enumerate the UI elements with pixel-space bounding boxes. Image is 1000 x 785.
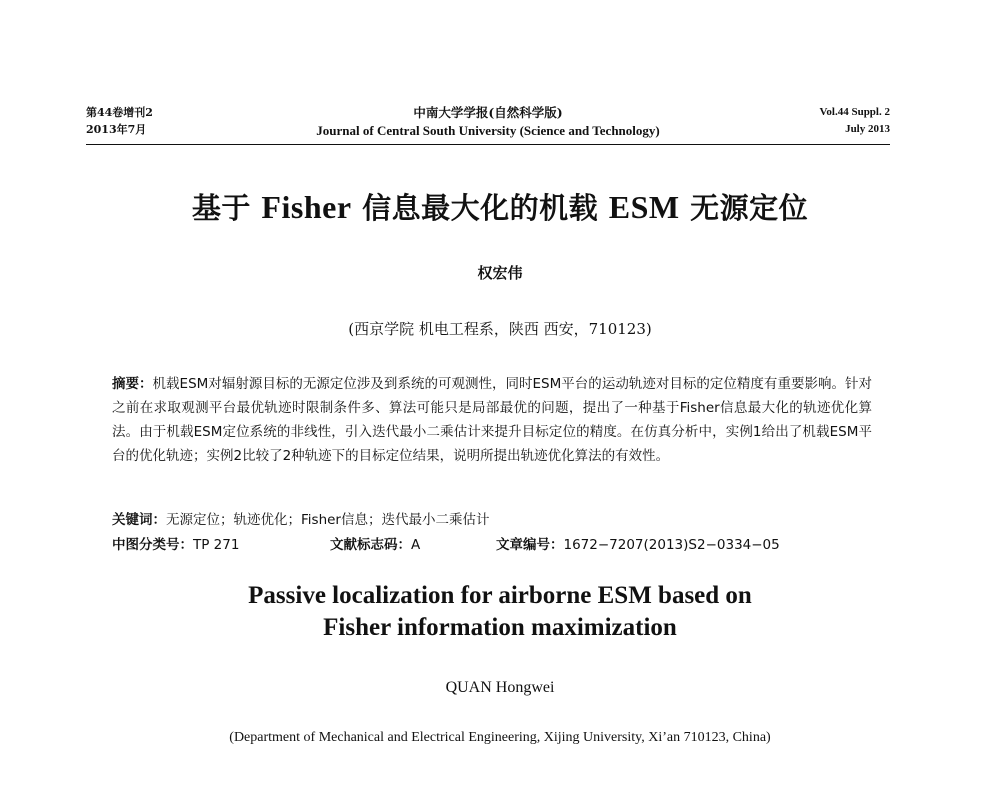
author-en: QUAN Hongwei bbox=[445, 679, 555, 696]
title-cn-part2: Fisher bbox=[261, 189, 352, 225]
header-volume-en bbox=[819, 104, 890, 138]
title-cn-part3: 信息最大化的机载 bbox=[351, 191, 609, 225]
header-journal-title bbox=[86, 104, 890, 140]
art-value: 1672−7207(2013)S2−0334−05 bbox=[563, 537, 780, 553]
article-number bbox=[496, 533, 780, 553]
document-code bbox=[330, 533, 420, 553]
affiliation-cn: (西京学院 机电工程系，陕西 西安，710123) bbox=[348, 320, 652, 338]
doc-label: 文献标志码： bbox=[330, 537, 411, 553]
clc-number bbox=[112, 533, 239, 553]
abstract-cn bbox=[112, 372, 872, 468]
paper-title-cn bbox=[0, 186, 1000, 227]
journal-header bbox=[86, 104, 890, 150]
title-cn-part5: 无源定位 bbox=[679, 191, 809, 225]
header-volume-issue-cn: 第44卷增刊2 bbox=[86, 106, 153, 119]
header-date-cn: 2013年7月 bbox=[86, 123, 147, 136]
title-cn-part4: ESM bbox=[608, 189, 680, 225]
doc-value: A bbox=[411, 537, 421, 553]
keywords-label: 关键词： bbox=[112, 512, 166, 528]
title-cn-part1: 基于 bbox=[191, 191, 262, 225]
abstract-label: 摘要： bbox=[112, 376, 153, 392]
author-cn: 权宏伟 bbox=[477, 264, 523, 282]
header-volume-issue-en: Vol.44 Suppl. 2 bbox=[819, 106, 890, 118]
header-journal-title-en: Journal of Central South University (Science and Technology) bbox=[316, 123, 660, 138]
art-label: 文章编号： bbox=[496, 537, 564, 553]
title-en-line1: Passive localization for airborne ESM based on bbox=[248, 582, 752, 609]
clc-label: 中图分类号： bbox=[112, 537, 193, 553]
title-en-line2: Fisher information maximization bbox=[323, 614, 677, 641]
header-journal-title-cn: 中南大学学报(自然科学版) bbox=[413, 105, 563, 120]
affiliation-en: (Department of Mechanical and Electrical Engineering, Xijing University, Xi’an 710123, China) bbox=[229, 730, 771, 745]
header-rule bbox=[86, 144, 890, 145]
keywords-text: 无源定位；轨迹优化；Fisher信息；迭代最小二乘估计 bbox=[166, 512, 490, 528]
clc-value: TP 271 bbox=[193, 537, 240, 553]
header-date-en: July 2013 bbox=[845, 123, 890, 135]
abstract-text: 机载ESM对辐射源目标的无源定位涉及到系统的可观测性，同时ESM平台的运动轨迹对目标的定位精度有重要影响。针对之前在求取观测平台最优轨迹时限制条件多、算法可能只是局部最优的问题，提出了一种基于Fisher信息最大化的轨迹优化算法。由于机载ESM定位系统的非线性，引入迭代最小二乘估计来提升目标定位的精度。在仿真分析中，实例1给出了机载ESM平台的优化轨迹；实例2比较了2种轨迹下的目标定位结果，说明所提出轨迹优化算法的有效性。 bbox=[112, 376, 872, 464]
paper-title-en bbox=[0, 580, 1000, 644]
keywords-cn bbox=[112, 508, 489, 528]
